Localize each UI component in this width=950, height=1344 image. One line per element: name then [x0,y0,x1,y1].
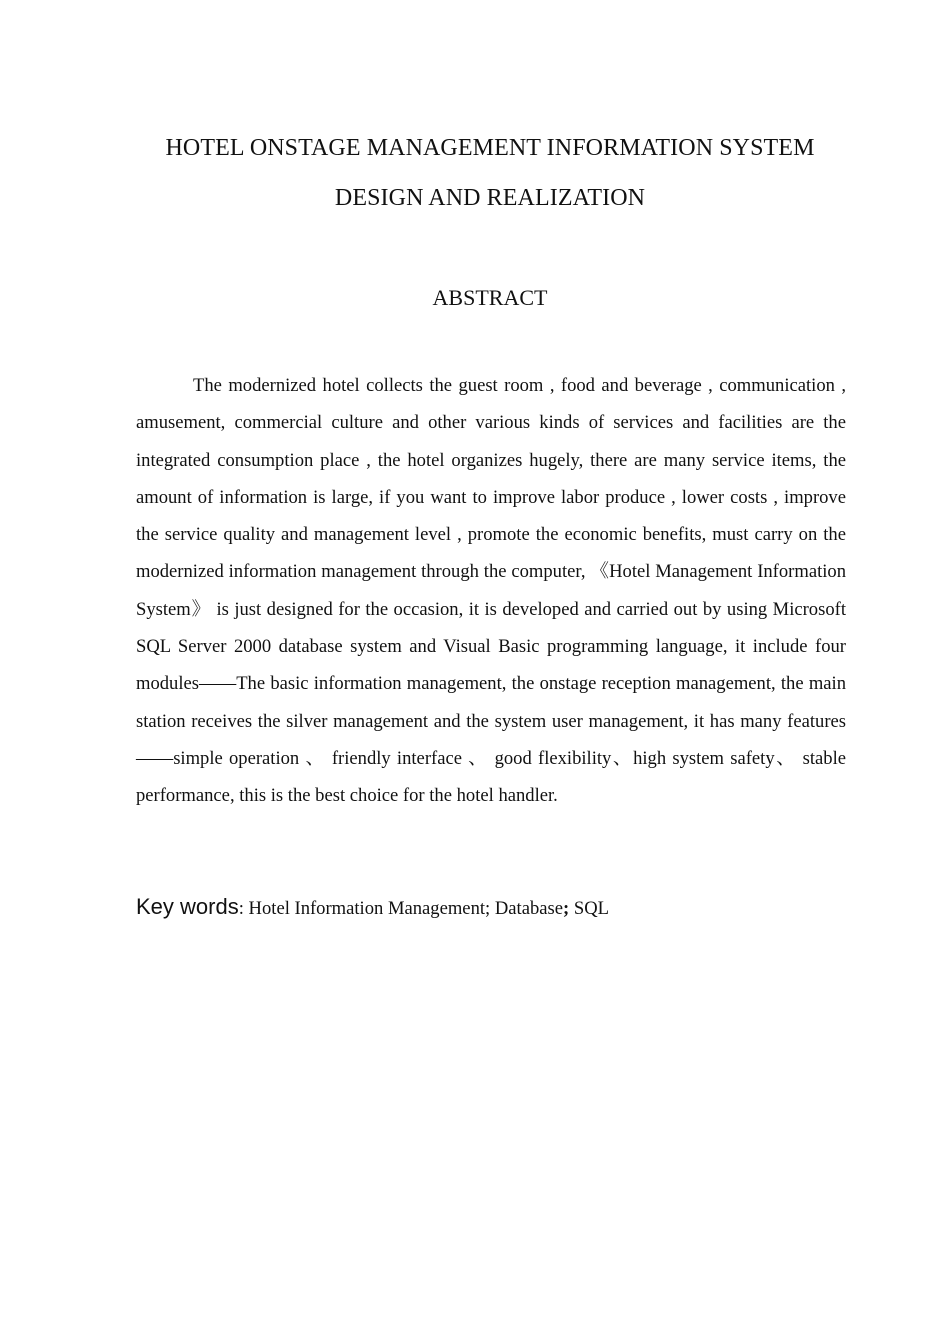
title-line-1: HOTEL ONSTAGE MANAGEMENT INFORMATION SYSTEM [165,135,815,161]
keywords-colon: : [238,898,244,919]
title-line-2: DESIGN AND REALIZATION [334,185,646,211]
abstract-paragraph: The modernized hotel collects the guest room , food and beverage , communication , amusement, commercial culture and other various kinds of services and facilities are the integrated consumption place , the hotel organizes hugely, there are many service items, the amount of information is large, if you want to improve labor produce , lower costs , improve the service quality and management level , promote the economic benefits, must carry on the modernized information management through the computer, 《Hotel Management Information System》 is just designed for the occasion, it is developed and carried out by using Microsoft SQL Server 2000 database system and Visual Basic programming language, it include four modules——The basic information management, the onstage reception management, the main station receives the silver management and the system user management, it has many features——simple operation 、 friendly interface 、 good flexibility、high system safety、 stable performance, this is the best choice for the hotel handler. [136,375,846,807]
keyword-database: Database [494,898,563,919]
keywords-line [136,889,846,927]
keywords-label: Key words [136,894,239,919]
keyword-separator: ; [563,898,570,919]
keyword-separator: ; [485,898,491,919]
keyword-hotel-information-management: Hotel Information Management [248,898,486,919]
abstract-heading: ABSTRACT [432,285,548,310]
keyword-sql: SQL [573,898,609,919]
